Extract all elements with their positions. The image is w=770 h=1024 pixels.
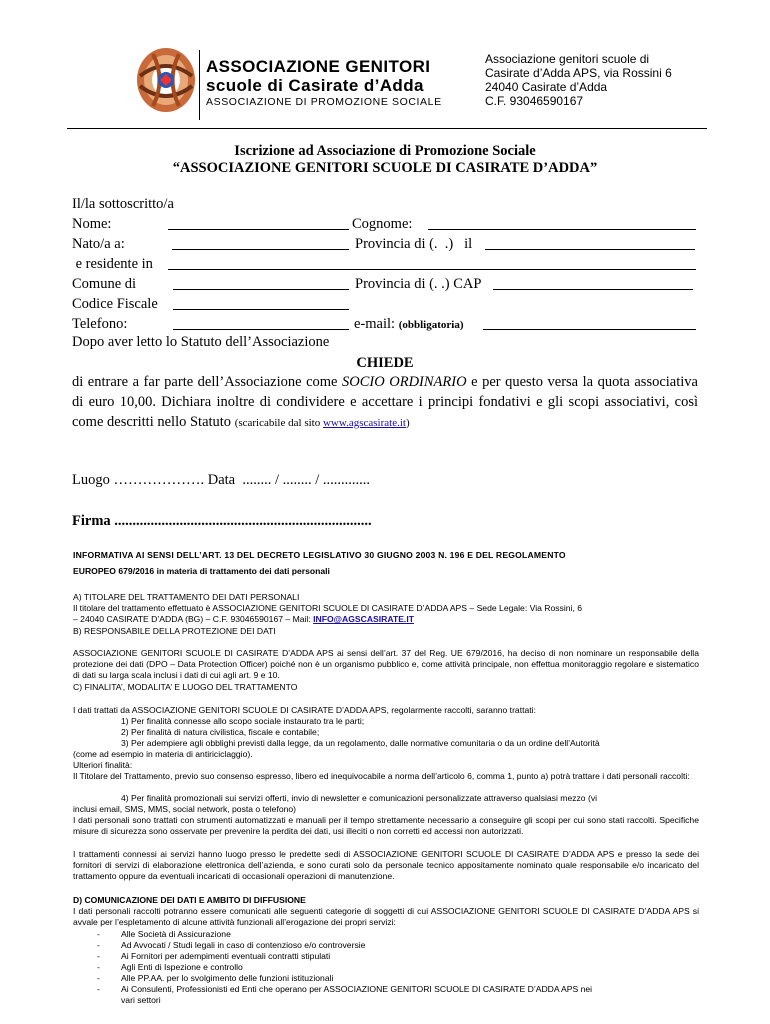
intro-text: Il/la sottoscritto/a [72, 196, 174, 212]
nato-field[interactable] [172, 249, 349, 250]
association-logo [135, 46, 197, 114]
nato-label: Nato/a a: [72, 236, 125, 252]
email-note: (obbligatoria) [398, 319, 464, 331]
section-c-intro: I dati trattati da ASSOCIAZIONE GENITORI SCUOLE DI CASIRATE D’ADDA APS, regolarmente raccolti, saranno trattati: [73, 705, 536, 715]
cognome-field[interactable] [428, 229, 696, 230]
section-b-text: ASSOCIAZIONE GENITORI SCUOLE DI CASIRATE D’ADDA APS ai sensi dell’art. 37 del Reg. UE 679/2016, ha deciso di non nominare un responsabile della protezione dei dati (DPO – Data Protection Officer) poiché non è un organismo pubblico e, come attività principale, non effettua monitoraggio regolare e sistematico di dati su larga scala inclusi i dati di cui agli art. 9 e 10. [73, 648, 699, 681]
list-bullet: - [97, 973, 100, 983]
form-title: Iscrizione ad Associazione di Promozione Sociale [234, 143, 536, 159]
para-text-2: e per questo versa la quota associativa di euro 10,00. Dichiara inoltre di condividere e accettare i principi fondativi e gli scopi associativi, così come descritti nello Statuto [72, 374, 698, 430]
para-text-1: di entrare a far parte dell’Associazione come [72, 374, 343, 390]
header-divider [199, 50, 200, 120]
telefono-label: Telefono: [72, 316, 128, 332]
section-a-text-2-body: – 24040 CASIRATE D’ADDA (BG) – C.F. 93046590167 – Mail: [73, 614, 314, 624]
socio-ordinario: SOCIO ORDINARIO [342, 374, 467, 390]
address-line: C.F. 93046590167 [485, 94, 584, 108]
list-bullet: - [97, 962, 100, 972]
section-a-text-2 [73, 614, 699, 625]
informativa-heading-2 [73, 566, 699, 577]
comune-field[interactable] [173, 289, 349, 290]
form-subtitle: “ASSOCIAZIONE GENITORI SCUOLE DI CASIRATE D’ADDA” [172, 160, 598, 176]
para-note [235, 417, 410, 429]
cognome-label: Cognome: [352, 216, 413, 232]
residente-label: e residente in [72, 256, 153, 272]
list-bullet: - [97, 951, 100, 961]
luogo-data-line[interactable]: Luogo ………………. Data ........ / ........ / ............. [72, 472, 371, 488]
nome-field[interactable] [168, 229, 349, 230]
list-bullet: - [97, 929, 100, 939]
cap-field[interactable] [493, 289, 693, 290]
section-c-ulteriori: Ulteriori finalità: [73, 760, 133, 770]
section-c-strumenti: I dati personali sono trattati con strumenti automatizzati e manuali per il tempo strettamente necessario a conseguire gli scopi per cui sono stati raccolti. Specifiche misure di sicurezza sono osservate per prevenire la perdita dei dati, usi illeciti o non corretti ed accessi non autorizzati. [73, 815, 699, 837]
email-link[interactable]: INFO@AGSCASIRATE.IT [313, 614, 414, 624]
data-nascita-field[interactable] [485, 249, 695, 250]
para-note-open: (scaricabile dal sito [234, 417, 323, 429]
provincia-cap-label: Provincia di (. .) CAP [355, 276, 482, 292]
nome-label: Nome: [72, 216, 112, 232]
para-note-close: ) [405, 417, 410, 429]
chiede-heading: CHIEDE [356, 355, 414, 371]
list-bullet: - [97, 940, 100, 950]
section-c-item-4: 4) Per finalità promozionali sui servizi offerti, invio di newsletter e comunicazioni personalizzate attraverso qualsiasi mezzo (vi [121, 793, 598, 803]
section-d-title: D) COMUNICAZIONE DEI DATI E AMBITO DI DIFFUSIONE [73, 895, 306, 905]
request-paragraph [72, 372, 698, 433]
telefono-field[interactable] [173, 329, 349, 330]
section-a-text-1: Il titolare del trattamento effettuato è ASSOCIAZIONE GENITORI SCUOLE DI CASIRATE D’ADDA APS – Sede Legale: Via Rossini, 6 [73, 603, 583, 613]
informativa-heading-2-rest: in materia di trattamento dei dati personali [154, 566, 330, 576]
statuto-text: Dopo aver letto lo Statuto dell’Associazione [72, 334, 330, 350]
org-name-line1: ASSOCIAZIONE GENITORI [206, 57, 431, 76]
section-c-sedi: I trattamenti connessi ai servizi hanno luogo presso le predette sedi di ASSOCIAZIONE GENITORI SCUOLE DI CASIRATE D’ADDA APS e presso la sede dei fornitori di servizi di elaborazione elettronica dell’azienda, e sono curati solo da personale tecnico appositamente nominato quale responsabile e/o incaricato del trattamento oppure da eventuali incaricati di occasionali operazioni di manutenzione. [73, 849, 699, 882]
section-c-item-3b: (come ad esempio in materia di antiriciclaggio). [73, 749, 253, 759]
list-item: Agli Enti di Ispezione e controllo [121, 962, 243, 972]
org-subtitle: ASSOCIAZIONE DI PROMOZIONE SOCIALE [206, 96, 442, 108]
org-address [485, 52, 672, 108]
residenza-field[interactable] [168, 269, 696, 270]
list-item: Ai Fornitori per adempimenti eventuali contratti stipulati [121, 951, 331, 961]
address-line: 24040 Casirate d’Adda [485, 80, 608, 94]
firma-line[interactable]: Firma ....................................................................... [72, 513, 372, 529]
section-c-title: C) FINALITA’, MODALITA’ E LUOGO DEL TRATTAMENTO [73, 682, 298, 692]
section-c-item-3: 3) Per adempiere agli obblighi previsti dalla legge, da un regolamento, dalle normative comunitaria o da un ordine dell’Autorità [121, 738, 600, 748]
codice-fiscale-label: Codice Fiscale [72, 296, 158, 312]
section-a-title: A) TITOLARE DEL TRATTAMENTO DEI DATI PERSONALI [73, 592, 300, 602]
org-name [206, 57, 430, 95]
section-c-item-2: 2) Per finalità di natura civilistica, fiscale e contabile; [121, 727, 320, 737]
informativa-heading-2-bold: EUROPEO 679/2016 [73, 566, 155, 576]
list-item: Alle PP.AA. per lo svolgimento delle funzioni istituzionali [121, 973, 334, 983]
email-label [354, 316, 463, 334]
email-field[interactable] [483, 329, 696, 330]
email-label-text: e-mail: [354, 316, 396, 332]
section-c-item-4b: inclusi email, SMS, MMS, social network, posta o telefono) [73, 804, 297, 814]
address-line: Casirate d’Adda APS, via Rossini 6 [485, 66, 672, 80]
header-rule [67, 128, 707, 129]
section-b-title: B) RESPONSABILE DELLA PROTEZIONE DEI DATI [73, 626, 276, 636]
list-item: Ai Consulenti, Professionisti ed Enti che operano per ASSOCIAZIONE GENITORI SCUOLE DI CASIRATE D’ADDA APS nei [121, 984, 593, 994]
provincia-il-label: Provincia di (. .) il [355, 236, 473, 252]
codice-fiscale-field[interactable] [173, 309, 349, 310]
org-name-line2: scuole di Casirate d’Adda [206, 76, 424, 95]
address-line: Associazione genitori scuole di [485, 52, 650, 66]
list-item: Ad Avvocati / Studi legali in caso di contenzioso e/o controversie [121, 940, 366, 950]
list-bullet: - [97, 984, 100, 994]
comune-label: Comune di [72, 276, 137, 292]
section-c-item-1: 1) Per finalità connesse allo scopo sociale instaurato tra le parti; [121, 716, 365, 726]
informativa-heading: INFORMATIVA AI SENSI DELL’ART. 13 DEL DECRETO LEGISLATIVO 30 GIUGNO 2003 N. 196 E DEL REGOLAMENTO [73, 550, 566, 560]
list-item-continuation: vari settori [121, 995, 161, 1005]
website-link[interactable]: www.agscasirate.it [322, 417, 406, 429]
section-c-consenso: Il Titolare del Trattamento, previo suo consenso espresso, libero ed inequivocabile a norma dell’articolo 6, comma 1, punto a) potrà trattare i dati personali raccolti: [73, 771, 690, 781]
list-item: Alle Società di Assicurazione [121, 929, 231, 939]
section-d-text: I dati personali raccolti potranno essere comunicati alle seguenti categorie di soggetti di cui ASSOCIAZIONE GENITORI SCUOLE DI CASIRATE D’ADDA APS si avvale per l’espletamento di alcune attività funzionali all’erogazione dei propri servizi: [73, 906, 699, 928]
